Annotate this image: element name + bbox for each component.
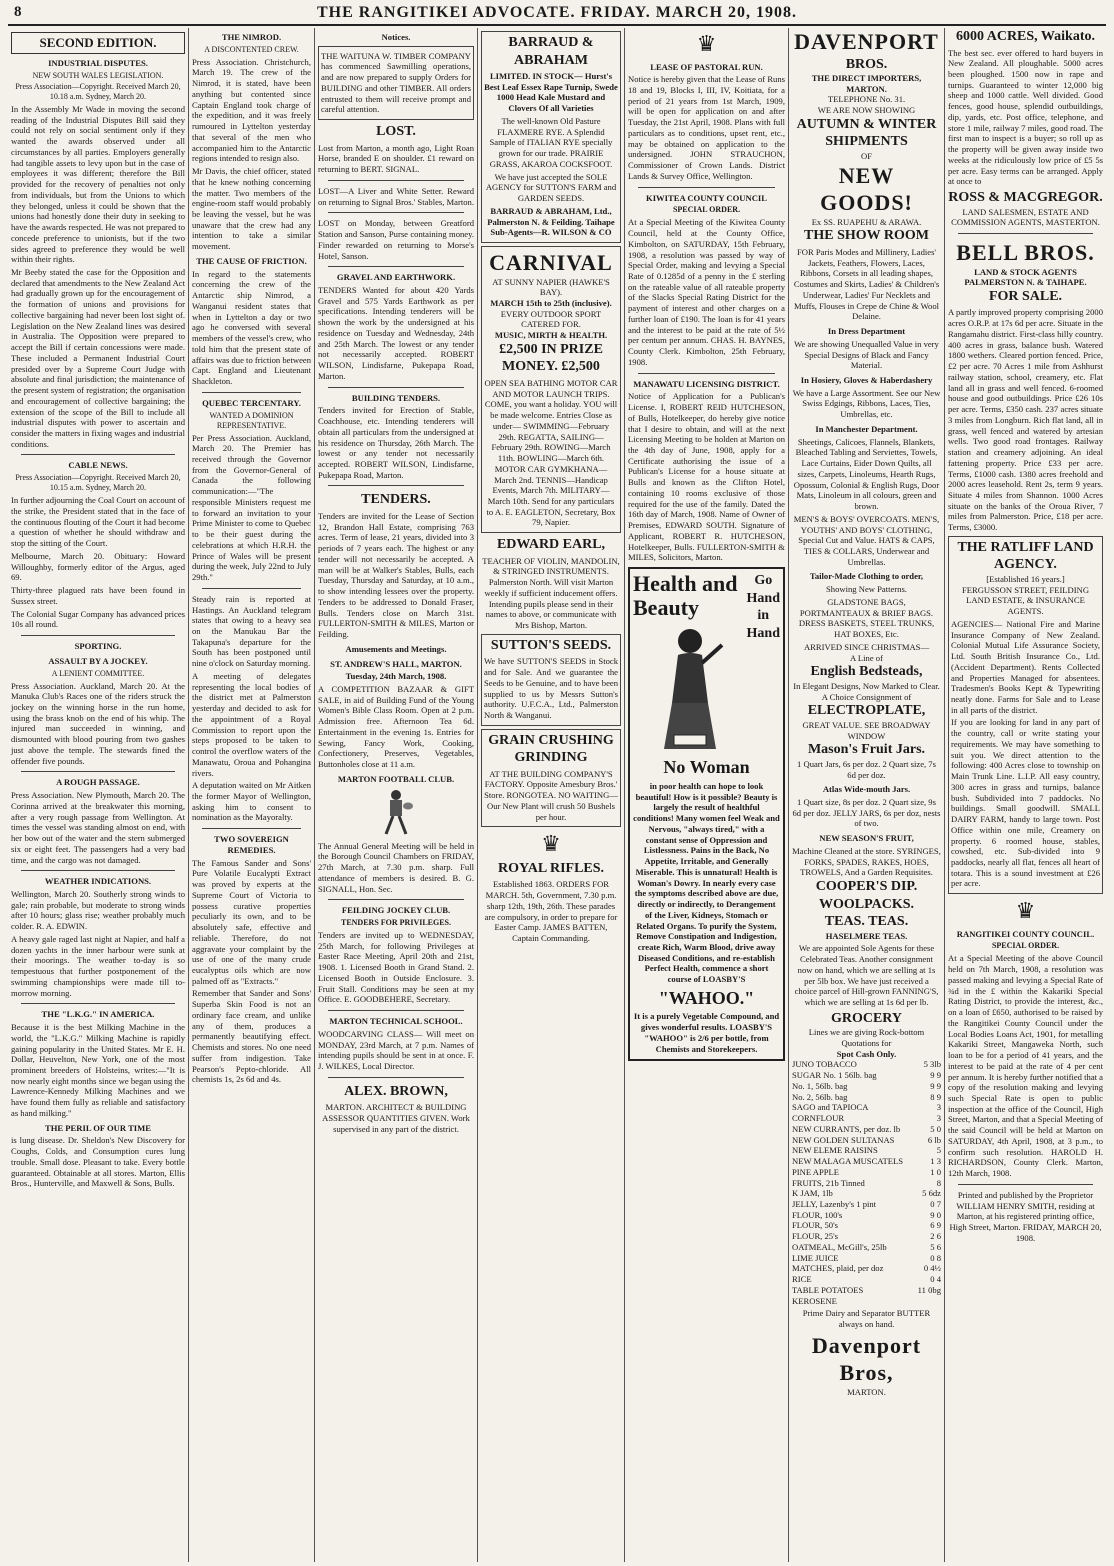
heading-peril: THE PERIL OF OUR TIME bbox=[44, 1122, 151, 1133]
ad-text: TEACHER OF VIOLIN, MANDOLIN, & STRINGED INSTRUMENTS. Palmerston North. Will visit Marton weekly if sufficient inducement offers. Intending pupils please send in their names to above, or communicate with Mrs Bishop, Marton. bbox=[482, 555, 620, 631]
grocery-item: No. 1, 56lb. bag bbox=[792, 1080, 848, 1091]
grocery-item: NEW MALAGA MUSCATELS bbox=[792, 1156, 904, 1167]
grocery-price: 0 8 bbox=[930, 1252, 941, 1263]
heading-carnival: CARNIVAL bbox=[489, 250, 613, 276]
heading-atlas: Atlas Wide-mouth Jars. bbox=[822, 784, 911, 795]
ad-text: Sheetings, Calicoes, Flannels, Blankets, Bleached Tabling and Serviettes, Towels, Lace Curtains, Eider Down Quilts, all sizes, Carpets, Linoleums, Hearth Rugs, Opossum, Colonial & English Rugs, Door Mats, Linoleum in all colours, green and brown. bbox=[793, 436, 940, 512]
heading-industrial: INDUSTRIAL DISPUTES. bbox=[48, 58, 148, 69]
ross-sub: LAND SALESMEN, ESTATE AND COMMISSION AGENTS, MASTERTON. bbox=[951, 206, 1100, 228]
ad-text: At a Special Meeting of the Kiwitea County Council, held at the County Office, Kimbolton, on SATURDAY, 15th February, 1908, a resolution was passed by way of Special Order, making and levying a Special Rate of 0.1285d of a penny in the £ sterling on the rateable value of all rateable property of the Slacks Special Rating District for the payment of interest and other charges on a further loan of £190. The loan is for 41 years and the interest to be paid at the rate of 5½ per centum per annum. CHAS. H. BAYNES, County Clerk. Kimbolton, 25th February, 1908. bbox=[628, 217, 785, 367]
grocery-item: K JAM, 1lb bbox=[792, 1188, 833, 1199]
ad-text: LIMITED. IN STOCK— Hurst's Best Leaf Essex Rape Turnip, Swede 1000 Head Kale Mustard and Clovers Of all Varieties bbox=[484, 71, 618, 114]
ad-text: AT THE BUILDING COMPANY'S FACTORY. Opposite Amesbury Bros.' Store. RONGOTEA. NO WAITING—Our New Plant will crush 50 Bushels per hour. bbox=[484, 768, 618, 822]
ad-text: Tenders invited for Erection of Stable, Coachhouse, etc. Intending tenderers will obtain all particulars from the undersigned at his residence on Thursday, 26th March. The lowest or any tender not necessarily accepted. ROBERT WILSON, Lindisfarne, Pukepapa Road, Marton. bbox=[318, 405, 474, 480]
grocery-price: 8 9 bbox=[930, 1091, 941, 1102]
masthead bbox=[8, 2, 1106, 26]
atlas: 1 Quart size, 8s per doz. 2 Quart size, 9s 6d per doz. JELLY JARS, 6s per doz, nests of two. bbox=[792, 796, 941, 829]
new-goods: NEW GOODS! bbox=[820, 162, 913, 216]
heading-grain: GRAIN CRUSHING GRINDING bbox=[488, 732, 614, 766]
heading-amusements: Amusements and Meetings. bbox=[345, 643, 447, 654]
article-paragraph: Melbourne, March 20. Obituary: Howard Willoughby, formerly editor of the Argus, aged 69. bbox=[11, 550, 185, 583]
grocery-row bbox=[792, 1220, 941, 1231]
ad-barraud bbox=[481, 31, 621, 243]
grocery-price: 0 4 bbox=[930, 1274, 941, 1285]
ad-text: TENDERS Wanted for about 420 Yards Gravel and 575 Yards Earthwork as per specifications. Intending tenderers will be shown the work by the undersigned at his residence on Tuesday and Wednesday, 24th and 25th March. The lowest or any tender not necessarily accepted. ROBERT WILSON, Lindisfarne, Pukepapa Road, Marton. bbox=[318, 284, 474, 381]
article-paragraph: Press Association. Christchurch, March 19. The crew of the Nimrod, it is stated, have been anything but contented since Captain England took charge of the expedition, and it was freely rumoured in Lyttelton yesterday that several of the men who accompanied him to the Antarctic regions intended to resign also. bbox=[192, 56, 311, 164]
grocery-row bbox=[792, 1296, 941, 1307]
grocery-price: 11 0bg bbox=[917, 1284, 941, 1295]
ad-carnival bbox=[481, 246, 621, 533]
heading-alex-brown: ALEX. BROWN, bbox=[344, 1083, 448, 1099]
column-land bbox=[944, 28, 1106, 1562]
spot-cash: Spot Cash Only. bbox=[836, 1048, 897, 1059]
heading-for-sale: FOR SALE. bbox=[988, 288, 1063, 304]
grocery-row bbox=[792, 1145, 941, 1156]
article-paragraph: A deputation waited on Mr Aitken the former Mayor of Wellington, asking him to consent to nomination as the Mayoralty. bbox=[192, 780, 311, 823]
carnival-dates: MARCH 15th to 25th (inclusive). bbox=[490, 297, 612, 308]
article-paragraph: Because it is the best Milking Machine in the world, the "L.K.G." Milking Machine is rapidly gaining popularity in the United States. Mr E. H. Dollar, Heuvelton, New York, one of the most prominent breeders of Holsteins, writes:—"It is now nearly eight months since we began using the Lawrence-Kennedy Milking Machines and we have found them fully as reliable and satisfactory as hand milking." bbox=[11, 1022, 185, 1118]
heading-lkg: THE "L.K.G." IN AMERICA. bbox=[41, 1009, 155, 1020]
heading-edward-earl: EDWARD EARL, bbox=[496, 537, 606, 553]
grocery-row bbox=[792, 1113, 941, 1124]
heading-manchester: In Manchester Department. bbox=[815, 423, 918, 434]
grocery-row bbox=[792, 1253, 941, 1264]
article-paragraph: A meeting of delegates representing the local bodies of the district met at Palmerston yesterday and decided to ask for the appointment of a Royal Commission to report upon the steps proposed to be taken to control the overflow waters of the Manawatu, Oroua and Pohangina rivers. bbox=[192, 670, 311, 778]
davenport-tel: TELEPHONE No. 31. bbox=[827, 94, 906, 105]
wahoo-hand: Go Hand in Hand bbox=[746, 573, 780, 641]
wahoo-name: "WAHOO." bbox=[658, 987, 755, 1008]
line-label: A Line of bbox=[850, 652, 883, 663]
article-paragraph: Press Association. Auckland, March 20. At the Manuka Club's Races one of the riders struck the jockey on the winning horse in the run home, using the brass knob on the end of his whip. The injured man succeeded in winning, and dismounted with blood pouring from two gashes just above the temple. The stewards fined the offender five pounds. bbox=[11, 680, 185, 766]
heading-technical: MARTON TECHNICAL SCHOOL. bbox=[329, 1016, 463, 1027]
grocery-row bbox=[792, 1263, 941, 1274]
crest-icon: ♛ bbox=[1015, 898, 1036, 924]
fruit: Machine Cleaned at the store. SYRINGES, FORKS, SPADES, RAKES, HOES, TROWELS, And a Garden Requisites. bbox=[792, 845, 941, 878]
crest-icon: ♛ bbox=[696, 31, 717, 56]
ad-wahoo bbox=[628, 567, 785, 1061]
grocery-item: MATCHES, plaid, per doz bbox=[792, 1263, 884, 1274]
ad-text: Tenders are invited for the Lease of Section 12, Brandon Hall Estate, comprising 763 acres. Term of lease, 21 years, divided into 3 periods of 7 years each. The highest or any tender will not necessarily be accepted. A man will be at Walker's Stables, Bulls, each Tuesday, Thursday and Saturday, at 10 a.m., to show intending lessees over the property. Tenders to be addressed to Donald Fraser, Bulls. Tenders close on March 31st. FULLERTON-SMITH & MILES, Marton or Feilding. bbox=[318, 510, 474, 640]
grocery-row bbox=[792, 1124, 941, 1135]
wahoo-title: Health and Beauty bbox=[633, 571, 738, 621]
article-paragraph: is lung disease. Dr. Sheldon's New Discovery for Coughs, Colds, and Consumption cures lung trouble. Small dose. Pleasant to take. Every bottle guaranteed. Obtainable at all stores. Marton, Ellis Bros., Hunterville, and Maxwell & Sons, Bulls. bbox=[11, 1135, 185, 1189]
cable-line: Press Association—Copyright. Received March 20, 10.18 a.m. Sydney, March 20. bbox=[15, 81, 181, 101]
sub-privileges: TENDERS FOR PRIVILEGES. bbox=[340, 918, 452, 927]
grocery-item: CORNFLOUR bbox=[792, 1113, 845, 1124]
column-advertisements bbox=[477, 28, 624, 1562]
grocery-price: 6 lb bbox=[927, 1134, 941, 1145]
sub-special-order: SPECIAL ORDER. bbox=[672, 205, 741, 215]
grocery-item: KEROSENE bbox=[792, 1295, 837, 1306]
ad-text: If you are looking for land in any part of the country, call or write stating your requirements. We may have something to suit you. We direct attention to the following: 400 Acres close to township on Main Trunk Line. L.I.P. All easy country, 300 acres in grass and turnips, balance bush. Subdivided into 7 paddocks. No buildings. Small goodwill. SMALL DAIRY FARM, handy to large town. Post Office within one mile, Creamery on property. 6 roomed house, stables, cowshed, etc. Sub-divided into 9 paddocks, nearly all flat, fences all heart of totara. This is a sound investment at £26 per acre. bbox=[951, 717, 1100, 889]
article-paragraph: Mr Beeby stated the case for the Opposition and declared that amendments to the New Zealand Act had gradually grown up for the encouragement of the formation of unions and provisions for collective bargaining had never been lost sight of. Legislation on the New Zealand lines was desired in Australia. The Opposition were prepared to accept the Bill if certain concessions were made. These included a Permanent Industrial Court presided over by a Supreme Court Judge with absolute and final jurisdiction; the maintenance of the present system of registration; the organisation and encouragement of collective bargaining; the extension of the scope of the Bill to include all industrial disputes with power to ascertain and consider the matters in fixing wages and industrial conditions. bbox=[11, 267, 185, 449]
davenport-sub: THE DIRECT IMPORTERS, MARTON. bbox=[811, 73, 922, 94]
heading-rangitikei: RANGITIKEI COUNTY COUNCIL. bbox=[956, 928, 1095, 939]
heading-electroplate: ELECTROPLATE, bbox=[807, 703, 926, 719]
football-player-illustration bbox=[318, 788, 474, 838]
grocery-item: SUGAR No. 1 56lb. bag bbox=[792, 1070, 877, 1081]
cable-line: Press Association—Copyright. Received March 20, 10.15 a.m. Sydney, March 20. bbox=[15, 473, 181, 493]
of-label: OF bbox=[861, 150, 872, 161]
sub-nsw: NEW SOUTH WALES LEGISLATION. bbox=[32, 70, 164, 80]
mason: 1 Quart Jars, 6s per doz. 2 Quart size, 7s 6d per doz. bbox=[797, 758, 936, 780]
bedsteads: In Elegant Designs, Now Marked to Clear. bbox=[793, 680, 940, 691]
article-paragraph: Mr Davis, the chief officer, stated that he knew nothing concerning the matter. Two members of the engine-room staff would probably be leaving the vessel, but he was unaware that the crew had any intention to take a similar movement. bbox=[192, 166, 311, 252]
grocery-item: FLOUR, 100's bbox=[792, 1209, 843, 1220]
carnival-music: MUSIC, MIRTH & HEALTH. bbox=[494, 330, 608, 341]
heading-royal-rifles: ROYAL RIFLES. bbox=[497, 860, 605, 876]
bell-sub: LAND & STOCK AGENTS PALMERSTON N. & TAIHAPE. bbox=[964, 266, 1087, 288]
showing: WE ARE NOW SHOWING bbox=[817, 105, 916, 116]
tailor: Showing New Patterns. bbox=[826, 584, 907, 595]
grocery-list bbox=[792, 1059, 941, 1306]
heading-lease: LEASE OF PASTORAL RUN. bbox=[650, 61, 763, 72]
grocery-price: 9 0 bbox=[930, 1209, 941, 1220]
heading-building: BUILDING TENDERS. bbox=[351, 392, 441, 403]
grocery-row bbox=[792, 1102, 941, 1113]
article-paragraph: Wellington, March 20. Southerly strong winds to gale; rain probable, but moderate to strong winds after 10 hours; glass rise; weather probably much colder. R. A. EDWIN. bbox=[11, 888, 185, 932]
grocery-row bbox=[792, 1231, 941, 1242]
grocery-price: 1 3 bbox=[930, 1156, 941, 1167]
ad-text: MEN'S & BOYS' OVERCOATS. MEN'S, YOUTHS' AND BOYS' CLOTHING, Special Cut and Value. HATS & CAPS, TIES & COLLARS, Underwear and Umbrellas. bbox=[793, 513, 940, 567]
heading-ratliff: THE RATLIFF LAND AGENCY. bbox=[957, 539, 1094, 573]
ad-grain bbox=[481, 729, 621, 828]
carnival-sub: EVERY OUTDOOR SPORT CATERED FOR. bbox=[500, 308, 602, 330]
ad-ratliff bbox=[948, 536, 1103, 894]
grocery-item: JUNO TOBACCO bbox=[792, 1059, 857, 1070]
heading-weather: WEATHER INDICATIONS. bbox=[44, 876, 152, 887]
davenport-footer: Davenport Bros, bbox=[811, 1332, 922, 1386]
grocery-price: 5 6 bbox=[930, 1241, 941, 1252]
grocery-item: FRUITS, 21b Tinned bbox=[792, 1177, 865, 1188]
ad-text: We have just accepted the SOLE AGENCY for SUTTON'S FARM and GARDEN SEEDS. bbox=[485, 171, 617, 204]
haselmere: HASELMERE TEAS. bbox=[825, 930, 908, 941]
newspaper-title: THE RANGITIKEI ADVOCATE. FRIDAY. MARCH 20, 1908. bbox=[316, 4, 798, 21]
article-paragraph: Per Press Association. Auckland, March 20. The Premier has received through the Governor from the Governor-General of Canada the following communication:—"The responsible Ministers request me to forward an invitation to your Prime Minister to come to Quebec to be their guest during the celebrations at which H.R.H. the Prince of Wales will be present during the week, July 22nd to July 29th." bbox=[192, 432, 311, 583]
column-davenport bbox=[788, 28, 944, 1562]
grocery-row bbox=[792, 1070, 941, 1081]
heading-remedies: TWO SOVEREIGN REMEDIES. bbox=[214, 834, 289, 855]
heading-nimrod: THE NIMROD. bbox=[221, 32, 282, 42]
autumn-winter: AUTUMN & WINTER SHIPMENTS bbox=[796, 116, 937, 150]
ad-text: WOODCARVING CLASS— Will meet on MONDAY, 23rd March, at 7 p.m. Names of intending pupils should be sent in at once. F. J. WILKES, Local Director. bbox=[318, 1028, 474, 1072]
carnival-prize: £2,500 IN PRIZE MONEY. £2,500 bbox=[499, 341, 603, 375]
ad-text: The well-known Old Pasture FLAXMERE RYE. A Splendid Sample of ITALIAN RYE specially grown for our trade. PRAIRIE GRASS, AKAROA COCKSFOOT. bbox=[489, 115, 613, 169]
sub-lenient: A LENIENT COMMITTEE. bbox=[51, 668, 145, 678]
heading-football: MARTON FOOTBALL CLUB. bbox=[337, 773, 455, 784]
article-paragraph: The Colonial Sugar Company has advanced prices 10s all round. bbox=[11, 608, 185, 630]
heading-manawatu: MANAWATU LICENSING DISTRICT. bbox=[633, 378, 780, 389]
christmas: ARRIVED SINCE CHRISTMAS— bbox=[803, 641, 930, 652]
article-paragraph: Remember that Sander and Sons' Superba Skin Food is not an ordinary face cream, and unlike any of them, produces a permanently beautifying effect. Chemists and stores. No one need suffer from indigestion. Take Pearson's Pepto-chloride. All chemists 1s, 2s 6d and 4s. bbox=[192, 988, 311, 1085]
ad-text: Notice is hereby given that the Lease of Runs 18 and 19, Blocks I, III, IV, Koitiata, for a period of 21 years from 1st March, 1909, will be open for application on and after Tuesday, the 21st April, 1908. Plans with full particulars as to conditions, upset rent, etc., may be obtained on application to the undersigned. JOHN STRAUCHON, Commissioner of Crown Lands. District Lands & Survey Office, Wellington. bbox=[628, 74, 785, 181]
grocery-row bbox=[792, 1092, 941, 1103]
andrews-date: Tuesday, 24th March, 1908. bbox=[345, 671, 447, 682]
grocery-item: NEW ELEME RAISINS bbox=[792, 1145, 878, 1156]
woolpacks: WOOLPACKS. bbox=[818, 896, 915, 912]
heading-notices: Notices. bbox=[381, 32, 411, 42]
grocery-price: 0 7 bbox=[930, 1199, 941, 1210]
heading-fruit: NEW SEASON'S FRUIT, bbox=[819, 833, 914, 844]
grocery-price: 8 bbox=[936, 1177, 941, 1188]
ad-text: Notice of Application for a Publican's License. I, ROBERT REID HUTCHESON, of Bulls, Hotelkeeper, do hereby give notice that I desire to obtain, and will at the next Licensing Meeting to be holden at Marton on the 4th day of June, 1908, apply for a Certificate authorising the issue of a Publican's License for a house situate at Bulls and known as the Clifton Hotel, containing 10 rooms exclusive of those required for the use of the family. Dated the 16th day of March, 1908. Name of Owner of Premises, EDWARD SOUTH. Signature of Applicant, ROBERT R. HUTCHESON, Hotelkeeper, Bulls. FULLERTON-SMITH & MILES, Solicitors, Marton. bbox=[628, 391, 785, 563]
grocery-price: 6 9 bbox=[930, 1220, 941, 1231]
grocery-item: JELLY, Lazenby's 1 pint bbox=[792, 1199, 877, 1210]
grocery-sub: Lines we are giving Rock-bottom Quotations for bbox=[808, 1027, 925, 1048]
wahoo-no-woman: No Woman bbox=[663, 757, 750, 778]
grocery-item: NEW CURRANTS, per doz. lb bbox=[792, 1123, 901, 1134]
article-paragraph: Steady rain is reported at Hastings. An Auckland telegram states that owing to a heavy sea on the Manukau Bar the Takapuna's departure for the South has been postponed until nine o'clock on Saturday morning. bbox=[192, 593, 311, 669]
grocery-row bbox=[792, 1135, 941, 1146]
ad-text: BARRAUD & ABRAHAM, Ltd., Palmerston N. & Feilding. Taihape Sub-Agents—R. WILSON & CO bbox=[487, 205, 615, 238]
grocery-price: 3 bbox=[936, 1113, 941, 1124]
sub-dominion: WANTED A DOMINION REPRESENTATIVE. bbox=[209, 410, 294, 430]
printer-imprint: Printed and published by the Proprietor WILLIAM HENRY SMITH, residing at Marton, at his registered printing office, High Street, Marton. FRIDAY, MARCH 20, 1908. bbox=[949, 1189, 1102, 1243]
heading-barraud: BARRAUD & ABRAHAM bbox=[508, 35, 594, 68]
ad-text: MARTON. ARCHITECT & BUILDING ASSESSOR QUANTITIES GIVEN. Work supervised in any part of the district. bbox=[322, 1102, 470, 1134]
ad-text: A COMPETITION BAZAAR & GIFT SALE, in aid of Building Fund of the Young Women's Bible Class Room. Open at 2 p.m. Admission free. Afternoon Tea 6d. Entertainment in the evening 1s. Entries for Sewing, Fancy Work, Cooking, Confectionery, Preserves, Vegetables, Buttonholes close at 11 a.m. bbox=[318, 683, 474, 770]
heading-mason: Mason's Fruit Jars. bbox=[807, 742, 926, 758]
article-paragraph: In further adjourning the Coal Court on account of the strike, the President stated that in the face of the continuous flouting of the Court it had become a question of whether he should withdraw and stop the sitting of the Court. bbox=[11, 495, 185, 549]
column-notices-2 bbox=[624, 28, 788, 1562]
column-notices bbox=[314, 28, 477, 1562]
ships: Ex SS. RUAPEHU & ARAWA. bbox=[811, 216, 922, 227]
ad-text: We are showing Unequalled Value in very Special Designs of Black and Fancy Material. bbox=[794, 338, 939, 371]
ad-text: A partly improved property comprising 2000 acres O.R.P. at 17s 6d per acre. Situate in the Rangamahu district. First-class hilly country. 400 acres in grass, balance bush. Watered 1800 wethers. Cleared portion fenced. Price, £2 per acre. 70 Acres 1 mile from Ashhurst railway station, school, creamery, etc. Flat land all in grass and well fenced. 6-roomed house and good outbuildings. Price £26 10s per acre. Terms, £350 cash. 237 acres situate 3 miles from Longburn. Rich flat land, all in grass, well fenced and watered by artesian wells. Two good road frontages. Railway station and creamery adjoining. An ideal fattening property. Price £33 per acre. Terms, £1000 cash. 1380 acres freehold and 2000 acres leasehold. Rent 2s, term 9 years. Situate 4 miles from Shannon. 1000 Acres situate on the banks of the Oroua River, 7 miles from Palmerston. Price, £18 per acre. Terms, £3000. bbox=[948, 307, 1103, 533]
heading-bedsteads: English Bedsteads, bbox=[810, 664, 923, 680]
article-paragraph: Thirty-three plagued rats have been found in Sussex street. bbox=[11, 585, 185, 606]
woman-illustration bbox=[633, 623, 747, 753]
grocery-price: 5 3lb bbox=[923, 1059, 941, 1070]
ad-text: THE WAITUNA W. TIMBER COMPANY has commenced Sawmilling operations, and are now prepared to supply Orders for BUILDING and other TIMBER. All orders entrusted to them will receive prompt and careful attention. bbox=[321, 50, 471, 115]
ad-timber bbox=[318, 46, 474, 120]
ad-sutton bbox=[481, 634, 621, 726]
article-paragraph: Press Association. New Plymouth, March 20. The Corinna arrived at the breakwater this morning, after a very rough passage from Wellington. At times the vessel was standing almost on end, with her bow out of the water and the stern submerged six or eight feet. The passengers had a very bad time, and the cargo was not damaged. bbox=[11, 790, 185, 865]
grocery-price: 1 0 bbox=[930, 1166, 941, 1177]
ad-text: The Annual General Meeting will be held in the Borough Council Chambers on FRIDAY, 27th March, at 7.30 p.m. sharp. Full attendance of members is desired. B. G. SIGNALL, Hon. Sec. bbox=[318, 840, 474, 894]
ad-text: OPEN SEA BATHING MOTOR CAR AND MOTOR LAUNCH TRIPS. COME, you want a holiday. YOU will be made welcome. Entries Close as under— SWIMMING—February 29th. REGATTA, SAILING—February 29th. ROWING—March 11th. BOWLING—March 6th. MOTOR CAR GYMKHANA—March 2nd. TENNIS—Handicap Events, March 7th. MILITARY—March 10th. Send for any particulars to A. E. EAGLETON, Secretary, Box 79, Napier. bbox=[484, 377, 618, 528]
sub-special-order: SPECIAL ORDER. bbox=[991, 941, 1060, 951]
ad-text: We have SUTTON'S SEEDS in Stock and for Sale. And we guarantee the Seeds to be Genuine, and to have been supplied to us by Messrs Sutton's authority. U.F.C.A., Ltd., Palmerston North & Wanganui. bbox=[484, 656, 618, 721]
ad-text: Tenders are invited up to WEDNESDAY, 25th March, for following Privileges at Easter Race Meeting, April 20th and 21st, 1908. 1. Licensed Booth in Grand Stand. 2. Licensed Booth in Outside Enclosure. 3. Fruit Stall. Conditions may be seen at my Office. E. GOODBEHERE, Secretary. bbox=[318, 930, 474, 1005]
heading-quebec: QUEBEC TERCENTARY. bbox=[202, 397, 301, 408]
grocery-item: OATMEAL, McGill's, 25lb bbox=[792, 1241, 887, 1252]
coopers-dip: COOPER'S DIP. bbox=[815, 879, 918, 895]
consignment: A Choice Consignment of bbox=[821, 691, 912, 702]
grocery-price: 2 6 bbox=[930, 1231, 941, 1242]
heading-grocery: GROCERY bbox=[830, 1010, 903, 1026]
heading-6000-acres: 6000 ACRES, Waikato. bbox=[956, 29, 1095, 44]
ad-text: AGENCIES— National Fire and Marine Insurance Company of New Zealand. Colonial Mutual Life Assurance Society, Ltd. South British Insurance Co., Ltd. (Accident Department). Rents Collected and Properties Managed for absentees. Tradesmen's Books Kept & Typewriting neatly done. Farms for Sale and to Lease in all parts of the district. bbox=[951, 618, 1100, 715]
heading-st-andrews: ST. ANDREW'S HALL, MARTON. bbox=[330, 658, 462, 669]
grocery-row bbox=[792, 1274, 941, 1285]
ad-text: in poor health can hope to look beautiful! How is it possible? Beauty is largely the result of healthful conditions! Many women feel Weak and Nervous, "always tired," with a constant sense of Oppression and Listlessness. Pains in the Back, No Appetite, Irritable, and Generally Miserable. This is unnatural! Health is Woman's Dowry. In nearly every case the symptoms described above are due, directly or indirectly, to Derangement of the Liver, Kidneys, Stomach or Related Organs. To purify the System, Remove Constipation and Indigestion, create Rich, Warm Blood, drive away Diseased Conditions, and re-establish Perfect Health, commence a short course of LOASBY'S bbox=[633, 780, 780, 985]
column-nimrod bbox=[188, 28, 314, 1562]
grocery-row bbox=[792, 1178, 941, 1189]
grocery-price: 9 9 bbox=[930, 1070, 941, 1081]
grocery-price: 9 9 bbox=[930, 1080, 941, 1091]
crest-icon: ♛ bbox=[541, 831, 561, 857]
page-number: 8 bbox=[14, 4, 22, 20]
grocery-row bbox=[792, 1156, 941, 1167]
grocery-item: PINE APPLE bbox=[792, 1166, 840, 1177]
grocery-row bbox=[792, 1081, 941, 1092]
grocery-price: 5 bbox=[936, 1145, 941, 1156]
grocery-item: FLOUR, 50's bbox=[792, 1220, 838, 1231]
grocery-price: 5 6dz bbox=[922, 1188, 941, 1199]
column-news bbox=[8, 28, 188, 1562]
heading-sporting: SPORTING. bbox=[74, 641, 122, 652]
heading-hosiery: In Hosiery, Gloves & Haberdashery bbox=[800, 374, 933, 385]
ad-text: Established 1863. ORDERS FOR MARCH. 5th, Government, 7.30 p.m. sharp 12th, 19th, 26th. These parades are compulsory, in order to prepare for Easter Camp. JAMES BATTEN, Captain Commanding. bbox=[484, 879, 618, 944]
heading-gravel: GRAVEL AND EARTHWORK. bbox=[336, 272, 456, 283]
ad-text: It is a purely Vegetable Compound, and gives wonderful results. LOASBY'S "WAHOO" is 2/6 per bottle, from Chemists and Storekeepers. bbox=[633, 1011, 780, 1054]
grocery-row bbox=[792, 1167, 941, 1178]
grocery-price: 0 4½ bbox=[923, 1263, 941, 1274]
heading-friction: THE CAUSE OF FRICTION. bbox=[196, 255, 307, 266]
article-paragraph: In regard to the statements concerning the crew of the Antarctic ship Nimrod, a Wanganui resident states that when in Lyttelton a day or two ago he conversed with several members of the vessel's crew, who told him that the present state of affairs was due to friction between Capt. England and Lieutenant Shackleton. bbox=[192, 268, 311, 387]
heading-tailor: Tailor-Made Clothing to order, bbox=[809, 571, 924, 582]
sub-crew: A DISCONTENTED CREW. bbox=[204, 44, 299, 54]
heading-ross: ROSS & MACGREGOR. bbox=[948, 190, 1103, 206]
teas: TEAS. TEAS. bbox=[824, 914, 909, 930]
grocery-item: FLOUR, 25's bbox=[792, 1231, 838, 1242]
grocery-price: 3 bbox=[936, 1102, 941, 1113]
heading-assault: ASSAULT BY A JOCKEY. bbox=[48, 655, 148, 666]
davenport-footer-place: MARTON. bbox=[847, 1386, 886, 1397]
heading-showroom: THE SHOW ROOM bbox=[804, 228, 929, 244]
article-paragraph: The Famous Sander and Sons' Pure Volatile Eucalypti Extract was proved by experts at the Supreme Court of Victoria to possess curative properties peculiarly its own, and to be absolutely safe, effective and reliable. Therefore, do not aggravate your complaint by the use of one of the many crude eucalyptus oils which are now palmed off as "Extracts." bbox=[192, 857, 311, 986]
grocery-row bbox=[792, 1059, 941, 1070]
ad-text: We are appointed Sole Agents for these Celebrated Teas. Another consignment now on hand, which we are selling at 1s per 5lb box. We have just received a choice parcel of Hill-grown FANNING'S, which we are selling at 1s 6d per lb. bbox=[794, 943, 939, 1008]
heading-kiwitea: KIWITEA COUNTY COUNCIL bbox=[646, 192, 767, 203]
electroplate: GREAT VALUE. SEE BROADWAY WINDOW bbox=[802, 719, 931, 741]
edition-heading: SECOND EDITION. bbox=[11, 32, 185, 54]
heading-dress: In Dress Department bbox=[827, 326, 906, 337]
grocery-item: LIME JUICE bbox=[792, 1252, 839, 1263]
heading-lost: LOST. bbox=[376, 124, 416, 140]
ad-text: We have a Large Assortment. See our New Swiss Edgings, Ribbons, Laces, Ties, Umbrellas, etc. bbox=[792, 387, 941, 420]
heading-tenders: TENDERS. bbox=[361, 492, 431, 508]
grocery-item: SAGO and TAPIOCA bbox=[792, 1102, 869, 1113]
grocery-price: 5 0 bbox=[930, 1123, 941, 1134]
heading-sutton: SUTTON'S SEEDS. bbox=[490, 637, 612, 653]
grocery-row bbox=[792, 1210, 941, 1221]
heading-rough-passage: A ROUGH PASSAGE. bbox=[56, 777, 140, 788]
ad-text: The best sec. ever offered to hard buyers in New Zealand. All ploughable. 5000 acres been ploughed. 1500 now in rape and turnips. Guaranteed to winter 12,000 big sheep and 1000 cattle. Well divided. Good fences, good house, splendid outbuildings, dip, yards, etc. Post office, telephone, and store 1 mile, railway 7 miles, good road. The first man to inspect is a buyer; so roll up as the property will be given away inside two weeks at the ridiculously low price of £5 5s per acre. Easy terms can be arranged. Apply at once to bbox=[948, 47, 1103, 187]
heading-bell-bros: BELL BROS. bbox=[956, 240, 1095, 266]
article-paragraph: A heavy gale raged last night at Napier, and half a dozen yachts in the inner harbour were sunk at their moorings. The weather to-day is so tempestuous that further postponement of the swimming championships were made till to-morrow morning. bbox=[11, 933, 185, 998]
grocery-row bbox=[792, 1242, 941, 1253]
grocery-row bbox=[792, 1199, 941, 1210]
davenport-bros: BROS. bbox=[845, 56, 888, 72]
carnival-place: AT SUNNY NAPIER (HAWKE'S BAY). bbox=[492, 276, 610, 298]
ratliff-addr: FERGUSSON STREET, FEILDING LAND ESTATE, & INSURANCE AGENTS. bbox=[961, 584, 1090, 617]
heading-cable: CABLE NEWS. bbox=[68, 460, 128, 471]
ad-text: LOST on Monday, between Greatford Station and Sanson, Purse containing money. Finder rewarded on returning to Morse's Hotel, Sanson. bbox=[318, 218, 474, 261]
ad-text: LOST—A Liver and White Setter. Reward on returning to Signal Bros.' Stables, Marton. bbox=[318, 185, 474, 207]
ratliff-est: [Established 16 years.] bbox=[986, 573, 1065, 584]
grocery-item: No. 2, 56lb. bag bbox=[792, 1091, 848, 1102]
grocery-item: NEW GOLDEN SULTANAS bbox=[792, 1134, 895, 1145]
ad-text: FOR Paris Modes and Millinery, Ladies' Jackets, Feathers, Flowers, Laces, Ribbons, Corsets in all leading shapes, Costumes and Skirts, Ladies' & Children's Underwear, Ladies' Fur Necklets and Muffs, Flouses in Crepe de Chine & Wool Delaine. bbox=[793, 246, 940, 322]
grocery-row bbox=[792, 1285, 941, 1296]
heading-jockey-club: FEILDING JOCKEY CLUB. bbox=[341, 905, 451, 916]
grocery-item: RICE bbox=[792, 1274, 812, 1285]
ad-text: Prime Dairy and Separator BUTTER always on hand. bbox=[802, 1308, 931, 1330]
ad-text: GLADSTONE BAGS, PORTMANTEAUX & BRIEF BAGS. DRESS BASKETS, STEEL TRUNKS, HAT BOXES, Etc. bbox=[798, 596, 935, 640]
ad-text: Lost from Marton, a month ago, Light Roan Horse, branded E on shoulder. £1 reward on returning to BERT. SIGNAL. bbox=[318, 142, 474, 175]
grocery-row bbox=[792, 1188, 941, 1199]
article-paragraph: In the Assembly Mr Wade in moving the second reading of the Industrial Disputes Bill said they could not rely on social sentiment only if they wanted the awards observed under all circumstances by all parties. Employers generally had tangible assets to levy upon but in the case of employees it was different; therefore the Bill provided for the recovery of penalties not only from individuals, but from the Unions to which they belonged, unless it could be shown that the unions had honestly done their duty in seeking to have the awards respected. He was not prepared to concede preference to unionists, but if the two sides agreed to preference they would be well within their rights. bbox=[11, 103, 185, 265]
heading-davenport: DAVENPORT bbox=[794, 29, 939, 54]
ad-text: At a Special Meeting of the above Council held on 7th March, 1908, a resolution was passed making and levying a Special Rate of ¾d in the £ within the Kakariki Special Rating District, to provide the interest, &c., on a loan of £650, authorised to be raised by the Rangitikei County Council under the Local Bodies Loans Act, 1901, for metalling Kakariki Street, Mangaweka North, such loan to be for a period of 41 years, and the interest to be paid at the rate of 4 per cent per annum. It is hereby further notified that a copy of the resolution making and levying such Special Rate is open to public inspection at the office of the Council, High Street, Marton, and that a Special Meeting of the said Council will be held at Marton on SATURDAY, 4th April, 1908, at 3 p.m., to confirm such resolution. HAROLD H. RICHARDSON, County Clerk. Marton, 12th March, 1908. bbox=[948, 953, 1103, 1179]
grocery-item: TABLE POTATOES bbox=[792, 1284, 864, 1295]
